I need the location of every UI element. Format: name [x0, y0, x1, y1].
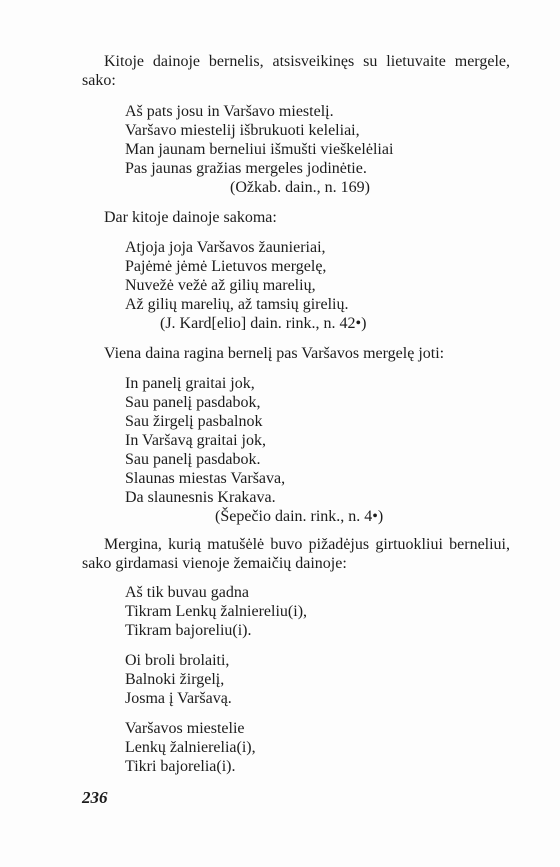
verse-line: Lenkų žalnierelia(i), — [125, 739, 256, 756]
verse-line: Až gilių marelių, až tamsių girelių. — [125, 296, 349, 313]
verse-line: Man jaunam berneliui išmušti vieškelėliai — [125, 141, 394, 158]
verse-line: Varšavo miestelij išbrukuoti keleliai, — [125, 122, 360, 139]
verse-line: Josma į Varšavą. — [125, 690, 232, 707]
paragraph-text: Viena daina ragina bernelį pas Varšavos mergelę joti: — [104, 345, 445, 362]
verse-line: Pas jaunas gražias mergeles jodinėtie. — [125, 160, 367, 177]
verse-line: Da slaunesnis Krakava. — [125, 489, 276, 506]
verse-line: Sau panelį pasdabok, — [125, 394, 261, 411]
verse-line: Tikram bajoreliu(i). — [125, 622, 252, 639]
verse-citation: (Šepečio dain. rink., n. 4•) — [215, 508, 384, 525]
verse-line: Slaunas miestas Varšava, — [125, 470, 286, 487]
page-number: 236 — [82, 788, 108, 807]
paragraph-text: Dar kitoje dainoje sakoma: — [104, 209, 277, 226]
verse-line: Sau žirgelį pasbalnok — [125, 413, 263, 430]
verse-line: Pajėmė jėmė Lietuvos mergelę, — [125, 258, 327, 275]
verse-line: Balnoki žirgelį, — [125, 671, 225, 688]
verse-line: Tikram Lenkų žalniereliu(i), — [125, 603, 308, 620]
verse-line: Nuvežė vežė až gilių marelių, — [125, 277, 316, 294]
verse-line: In Varšavą graitai jok, — [125, 432, 266, 449]
verse-line: Tikri bajorelia(i). — [125, 758, 236, 775]
paragraph-text: Mergina, kurią matušėlė buvo pižadėjus girtuokliui berneliui, sako girdamasi vienoje žemaičių dainoje: — [82, 536, 510, 572]
verse-line: Oi broli brolaiti, — [125, 652, 230, 669]
verse-line: Atjoja joja Varšavos žaunieriai, — [125, 239, 326, 256]
paragraph-intro: Kitoje dainoje bernelis, atsisveikinęs su lietuvaite mergele, sako: — [82, 53, 510, 89]
verse-line: Sau panelį pasdabok. — [125, 451, 261, 468]
verse-citation: (Ožkab. dain., n. 169) — [230, 179, 370, 196]
verse-line: Varšavos miestelie — [125, 720, 245, 737]
verse-line: In panelį graitai jok, — [125, 375, 255, 392]
verse-citation: (J. Kard[elio] dain. rink., n. 42•) — [160, 315, 367, 332]
verse-line: Aš pats josu in Varšavo miestelį. — [125, 103, 334, 120]
verse-line: Aš tik buvau gadna — [125, 584, 249, 601]
